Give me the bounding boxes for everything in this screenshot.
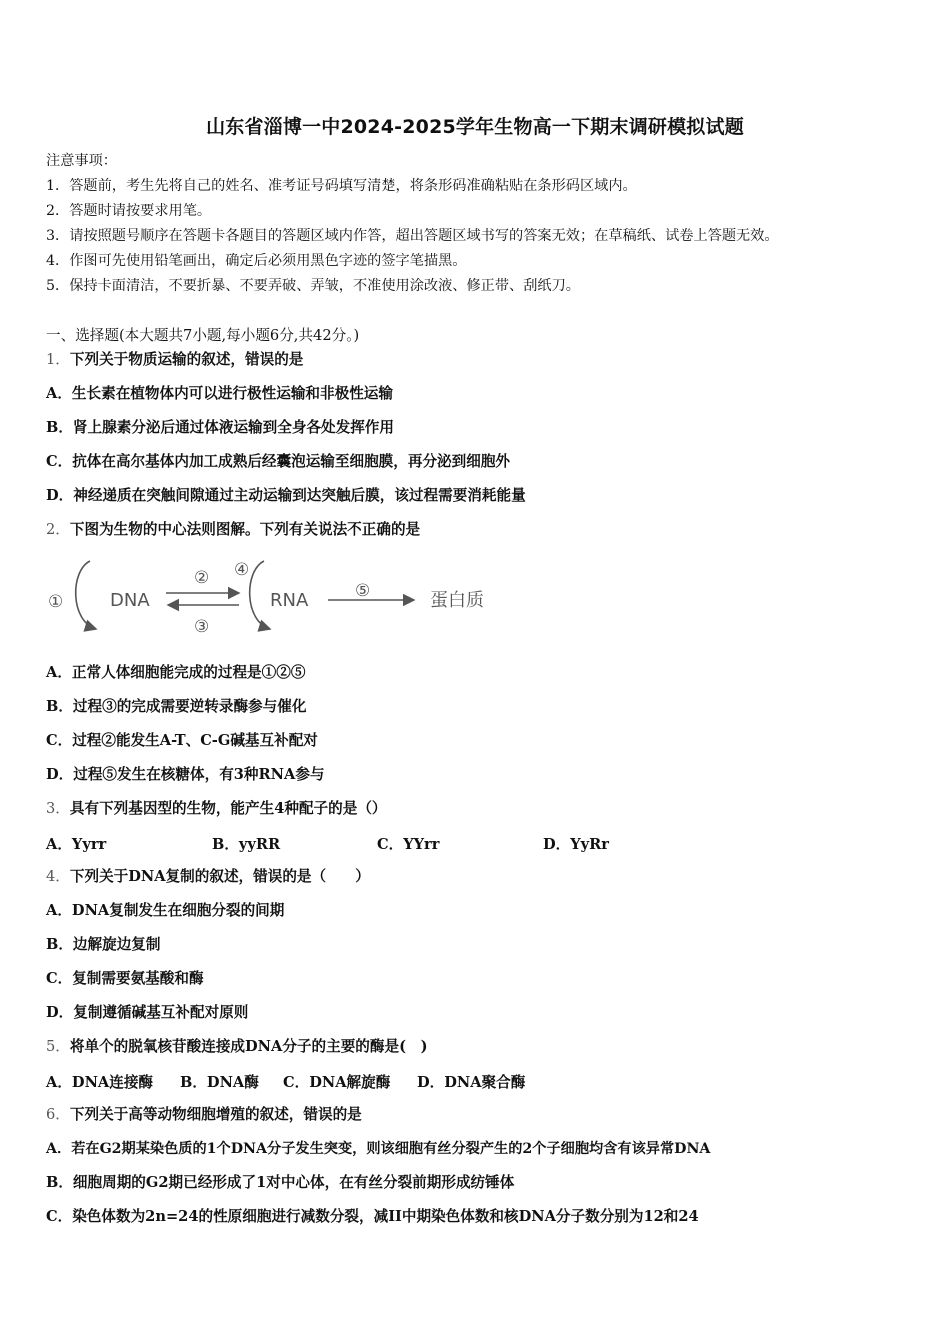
q1-option-d: D．神经递质在突触间隙通过主动运输到达突触后膜，该过程需要消耗能量 <box>46 487 526 504</box>
rna-replication-loop-arrow <box>250 561 270 629</box>
question-stem: 下列关于DNA复制的叙述，错误的是（ ） <box>69 868 370 885</box>
question-6 <box>46 1105 362 1125</box>
q3-option-b: B．yyRR <box>212 836 281 853</box>
label-dna: DNA <box>110 590 150 611</box>
q4-option-c: C．复制需要氨基酸和酶 <box>46 970 204 987</box>
question-number: 2． <box>46 521 70 538</box>
notice-heading: 注意事项： <box>46 153 117 169</box>
label-5: ⑤ <box>355 581 371 601</box>
replication-loop-arrow <box>76 561 96 629</box>
q2-option-b: B．过程③的完成需要逆转录酶参与催化 <box>46 698 307 715</box>
question-stem: 将单个的脱氧核苷酸连接成DNA分子的主要的酶是( ) <box>69 1038 428 1055</box>
q3-option-c: C．YYrr <box>377 836 440 853</box>
q5-option-b: B．DNA酶 <box>180 1074 259 1091</box>
q5-options-row <box>46 1071 926 1091</box>
q2-option-d: D．过程⑤发生在核糖体，有3种RNA参与 <box>46 766 325 783</box>
notice-item: 3．请按照题号顺序在答题卡各题目的答题区域内作答，超出答题区域书写的答案无效；在草稿纸、试卷上答题无效。 <box>46 228 779 244</box>
q4-option-a: A．DNA复制发生在细胞分裂的间期 <box>46 902 285 919</box>
question-2 <box>46 520 420 540</box>
notice-item: 4．作图可先使用铅笔画出，确定后必须用黑色字迹的签字笔描黑。 <box>46 253 467 269</box>
section-heading: 一、选择题(本大题共7小题,每小题6分,共42分。) <box>46 327 360 344</box>
question-number: 5． <box>46 1038 70 1055</box>
q3-options-row <box>46 833 926 853</box>
q3-option-d: D．YyRr <box>543 836 609 853</box>
notice-item: 2．答题时请按要求用笔。 <box>46 203 212 219</box>
q3-option-a: A．Yyrr <box>46 836 107 853</box>
q1-option-b: B．肾上腺素分泌后通过体液运输到全身各处发挥作用 <box>46 419 394 436</box>
central-dogma-diagram <box>46 555 506 640</box>
page-title: 山东省淄博一中2024-2025学年生物高一下期末调研模拟试题 <box>206 116 744 138</box>
label-rna: RNA <box>270 590 309 611</box>
question-stem: 下图为生物的中心法则图解。下列有关说法不正确的是 <box>69 521 421 538</box>
question-stem: 下列关于物质运输的叙述，错误的是 <box>69 351 304 368</box>
question-stem: 具有下列基因型的生物，能产生4种配子的是（） <box>69 800 387 817</box>
question-stem: 下列关于高等动物细胞增殖的叙述，错误的是 <box>69 1106 362 1123</box>
question-number: 1． <box>46 351 70 368</box>
label-protein: 蛋白质 <box>430 590 484 611</box>
q5-option-a: A．DNA连接酶 <box>46 1074 154 1091</box>
q1-option-c: C．抗体在高尔基体内加工成熟后经囊泡运输至细胞膜，再分泌到细胞外 <box>46 453 511 470</box>
notice-item: 5．保持卡面清洁，不要折暴、不要弄破、弄皱，不准使用涂改液、修正带、刮纸刀。 <box>46 278 580 294</box>
label-1: ① <box>48 592 64 612</box>
q5-option-d: D．DNA聚合酶 <box>417 1074 526 1091</box>
q6-option-c: C．染色体数为2n=24的性原细胞进行减数分裂，减II中期染色体数和核DNA分子数分别为12和24 <box>46 1208 699 1225</box>
q6-option-b: B．细胞周期的G2期已经形成了1对中心体，在有丝分裂前期形成纺锤体 <box>46 1174 515 1191</box>
q4-option-d: D．复制遵循碱基互补配对原则 <box>46 1004 249 1021</box>
question-5 <box>46 1037 428 1057</box>
q2-option-c: C．过程②能发生A-T、C-G碱基互补配对 <box>46 732 318 749</box>
q2-option-a: A．正常人体细胞能完成的过程是①②⑤ <box>46 664 306 681</box>
label-2: ② <box>194 568 210 588</box>
question-number: 3． <box>46 800 70 817</box>
label-4: ④ <box>234 560 250 580</box>
question-number: 4． <box>46 868 70 885</box>
q1-option-a: A．生长素在植物体内可以进行极性运输和非极性运输 <box>46 385 393 402</box>
q4-option-b: B．边解旋边复制 <box>46 936 161 953</box>
question-4 <box>46 867 370 887</box>
q5-option-c: C．DNA解旋酶 <box>283 1074 391 1091</box>
q6-option-a: A．若在G2期某染色质的1个DNA分子发生突变，则该细胞有丝分裂产生的2个子细胞均含有该异常DNA <box>46 1141 711 1157</box>
question-3 <box>46 799 387 819</box>
label-3: ③ <box>194 617 210 637</box>
question-1 <box>46 350 303 370</box>
question-number: 6． <box>46 1106 70 1123</box>
notice-item: 1．答题前，考生先将自己的姓名、准考证号码填写清楚，将条形码准确粘贴在条形码区域内。 <box>46 178 637 194</box>
